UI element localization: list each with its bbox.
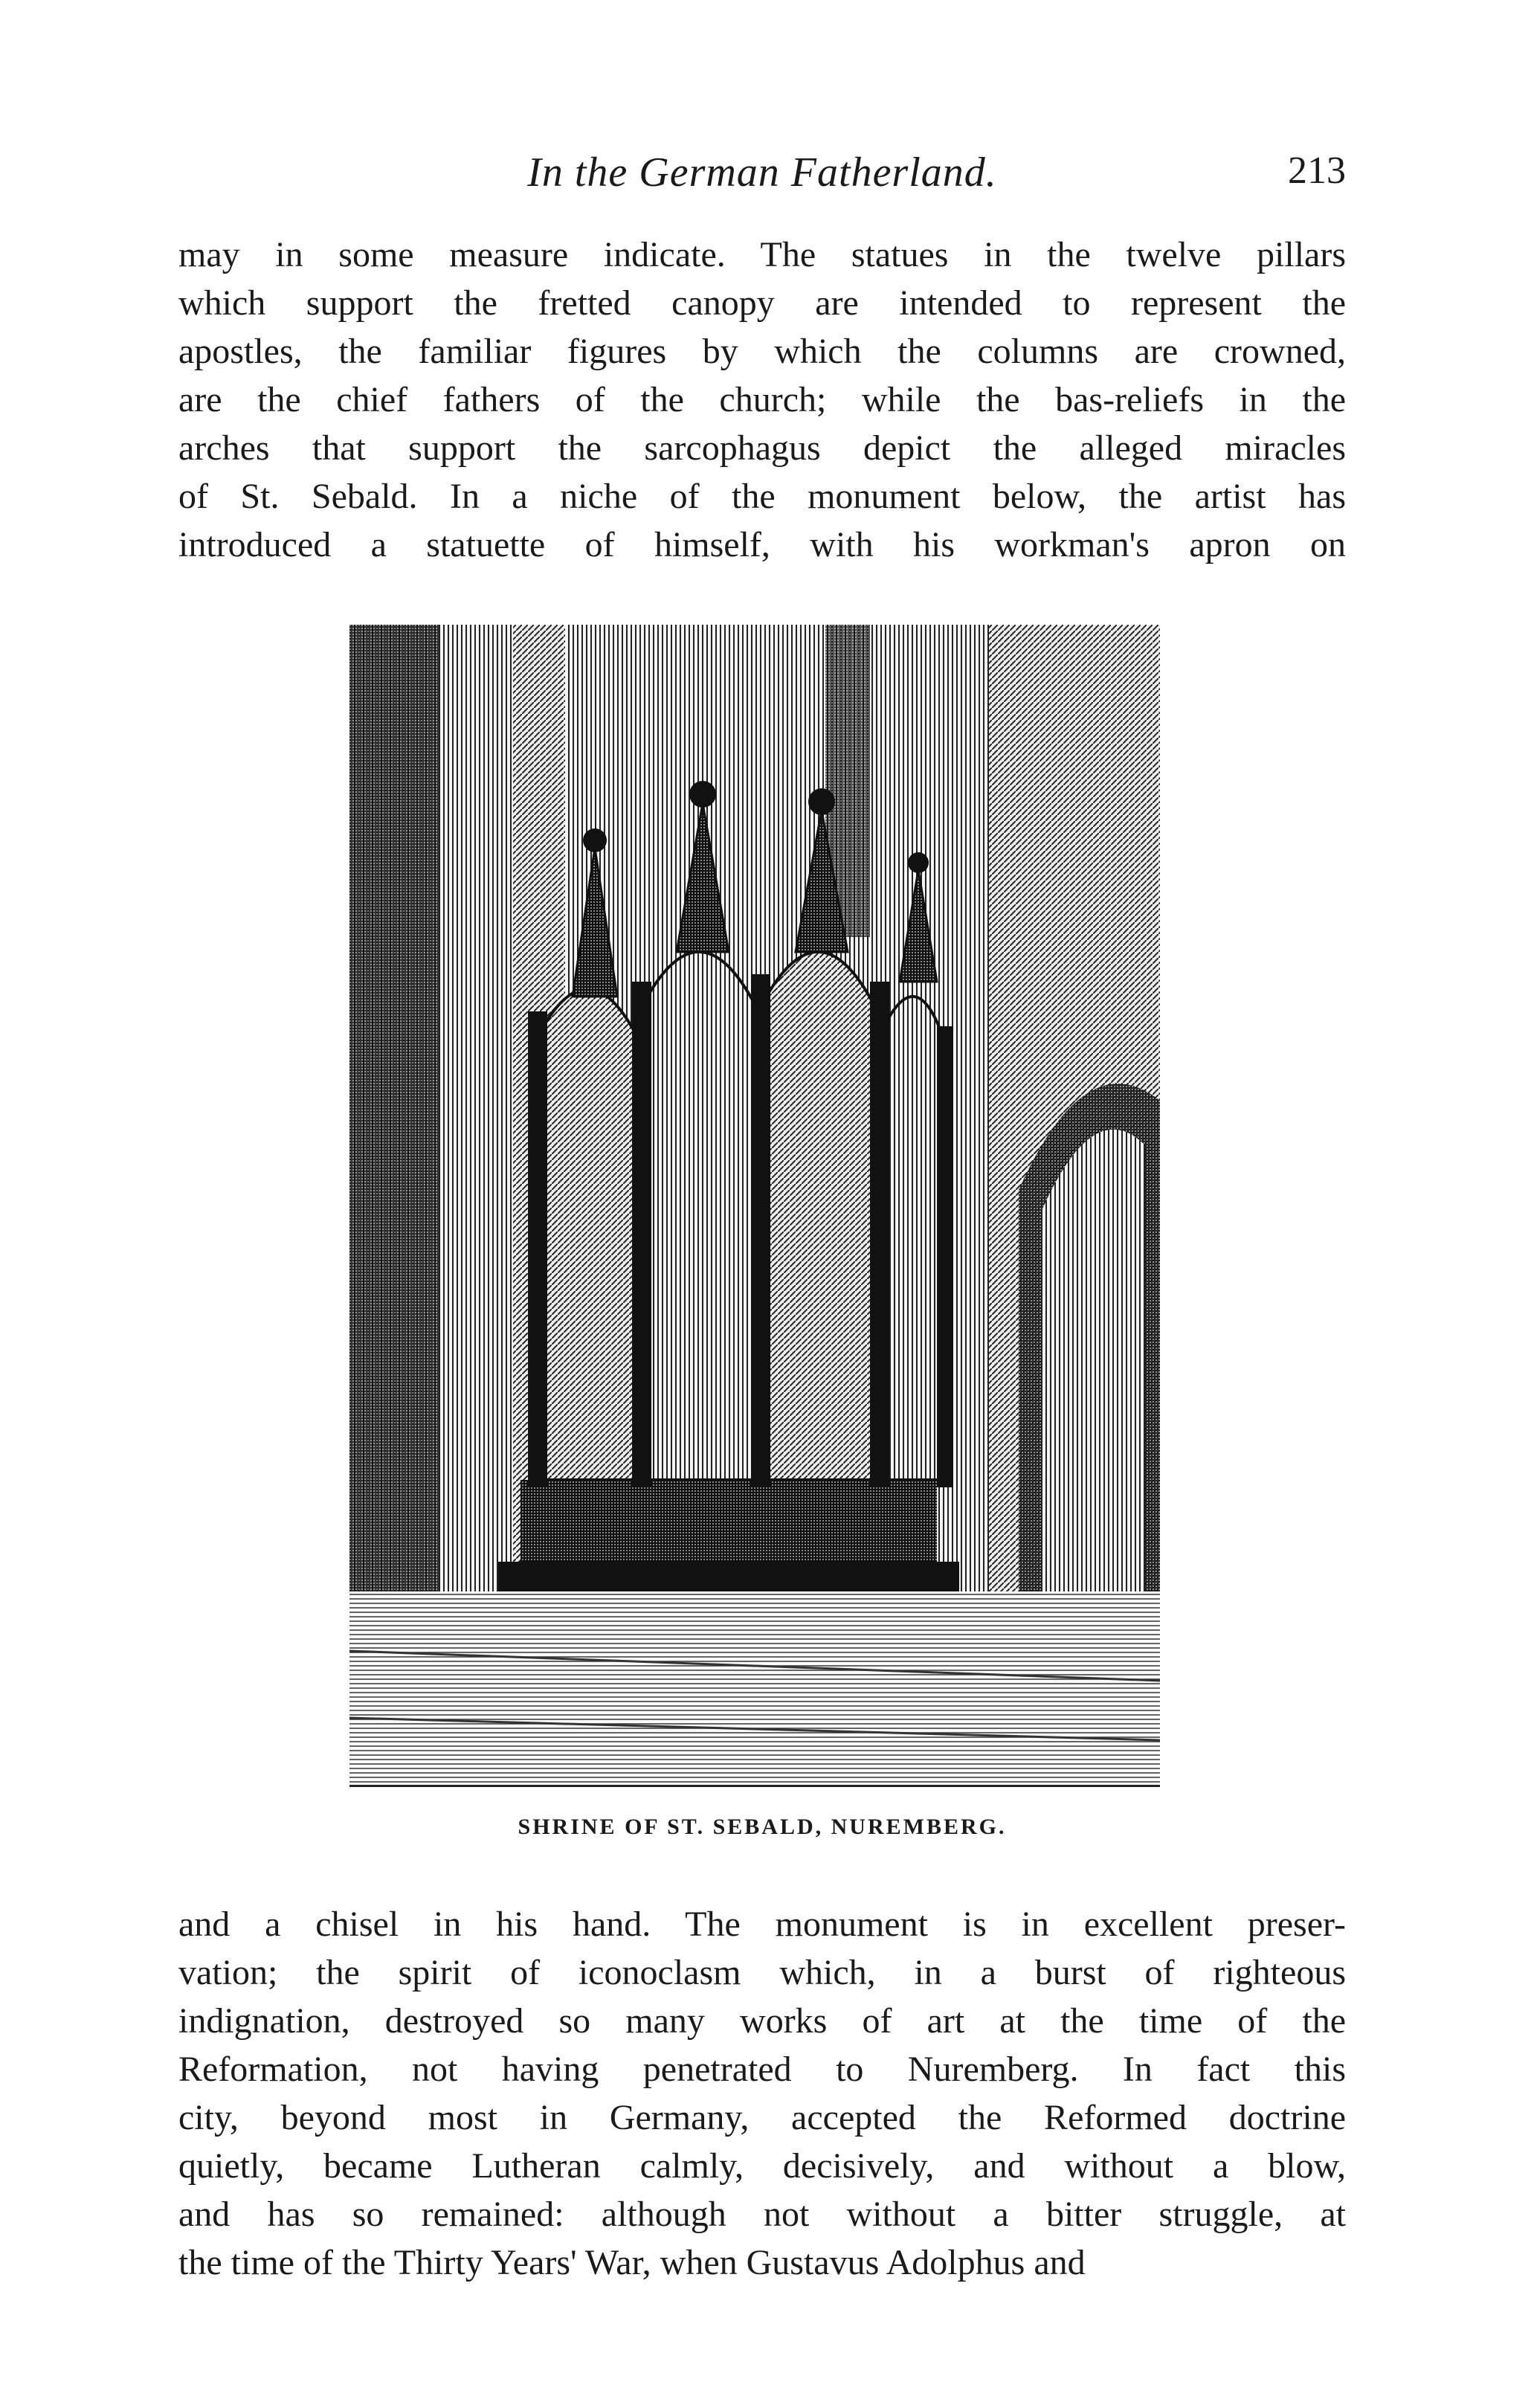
text-line: apostles, the familiar figures by which the columns are crowned, (178, 332, 1346, 371)
text-line: are the chief fathers of the church; while the bas-reliefs in the (178, 380, 1346, 419)
text-line: of St. Sebald. In a niche of the monument below, the artist has (178, 477, 1346, 516)
text-line: and a chisel in his hand. The monument is in excellent preser- (178, 1905, 1346, 1944)
text-line: may in some measure indicate. The statues in the twelve pillars (178, 235, 1346, 274)
shrine-engraving (349, 625, 1160, 1787)
text-line: and has so remained: although not without a bitter struggle, at (178, 2195, 1346, 2234)
text-line: which support the fretted canopy are intended to represent the (178, 283, 1346, 323)
text-line: the time of the Thirty Years' War, when Gustavus Adolphus and (178, 2243, 1086, 2282)
running-title: In the German Fatherland. (527, 149, 997, 196)
text-line: Reformation, not having penetrated to Nuremberg. In fact this (178, 2050, 1346, 2089)
text-line: arches that support the sarcophagus depict the alleged miracles (178, 428, 1346, 468)
text-line: quietly, became Lutheran calmly, decisively, and without a blow, (178, 2146, 1346, 2186)
paragraph-1 (178, 231, 1346, 569)
text-line: city, beyond most in Germany, accepted the Reformed doctrine (178, 2098, 1346, 2137)
text-line: introduced a statuette of himself, with his workman's apron on (178, 525, 1346, 564)
paragraph-2 (178, 1900, 1346, 2287)
text-line: indignation, destroyed so many works of art at the time of the (178, 2001, 1346, 2041)
page-number: 213 (1288, 149, 1346, 192)
figure-caption: SHRINE OF ST. SEBALD, NUREMBERG. (518, 1815, 1007, 1839)
text-line: vation; the spirit of iconoclasm which, in a burst of righteous (178, 1953, 1346, 1992)
shrine-engraving-illustration (349, 625, 1160, 1785)
page-header (178, 149, 1346, 208)
